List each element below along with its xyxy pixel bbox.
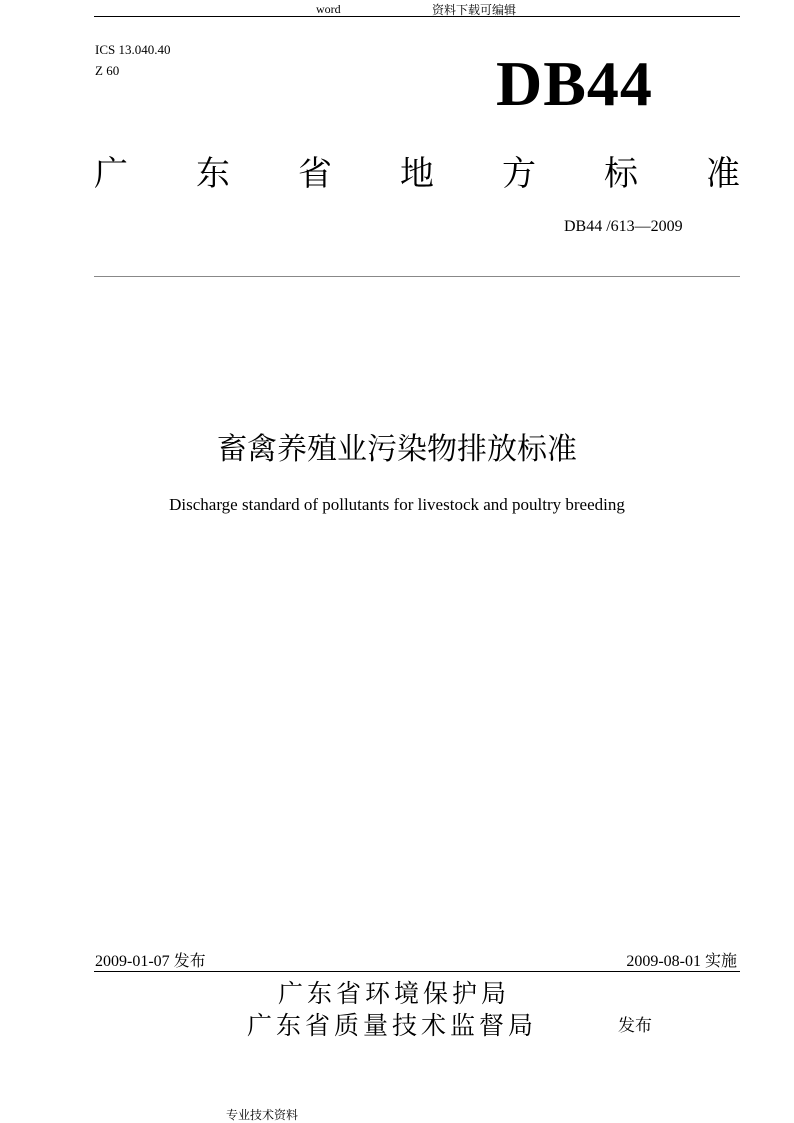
standard-type-char: 准 (706, 154, 740, 194)
header-divider (94, 16, 740, 17)
footer-label: 专业技术资料 (226, 1108, 299, 1122)
issuer-quality-bureau: 广东省质量技术监督局 (247, 1011, 538, 1040)
standard-type-char: 省 (298, 154, 332, 194)
footer-divider (94, 971, 740, 972)
header-editable-label: 资料下载可编辑 (432, 3, 517, 17)
standard-number: DB44 /613—2009 (564, 218, 683, 235)
db44-logo: DB44 (496, 48, 653, 119)
implement-date-value: 2009-08-01 (626, 953, 701, 970)
title-divider (94, 276, 740, 277)
standard-type-char: 方 (502, 154, 536, 194)
header-word-label: word (316, 2, 341, 16)
issue-date (95, 948, 206, 971)
implement-date (626, 948, 737, 971)
issuer-action-label: 发布 (618, 1016, 652, 1036)
standard-type-char: 地 (400, 154, 434, 194)
issuer-environment-bureau: 广东省环境保护局 (278, 979, 511, 1008)
standard-type-heading (94, 146, 740, 195)
issue-date-value: 2009-01-07 (95, 953, 170, 970)
document-title-chinese: 畜禽养殖业污染物排放标准 (217, 432, 577, 467)
ics-code: ICS 13.040.40 (95, 42, 171, 57)
document-title-english: Discharge standard of pollutants for livestock and poultry breeding (169, 495, 625, 514)
implement-date-label: 实施 (704, 951, 737, 970)
standard-type-char: 东 (196, 154, 230, 194)
ccs-code: Z 60 (95, 63, 120, 78)
standard-type-char: 标 (604, 154, 638, 194)
standard-type-char: 广 (94, 154, 128, 194)
issue-date-label: 发布 (173, 951, 206, 970)
